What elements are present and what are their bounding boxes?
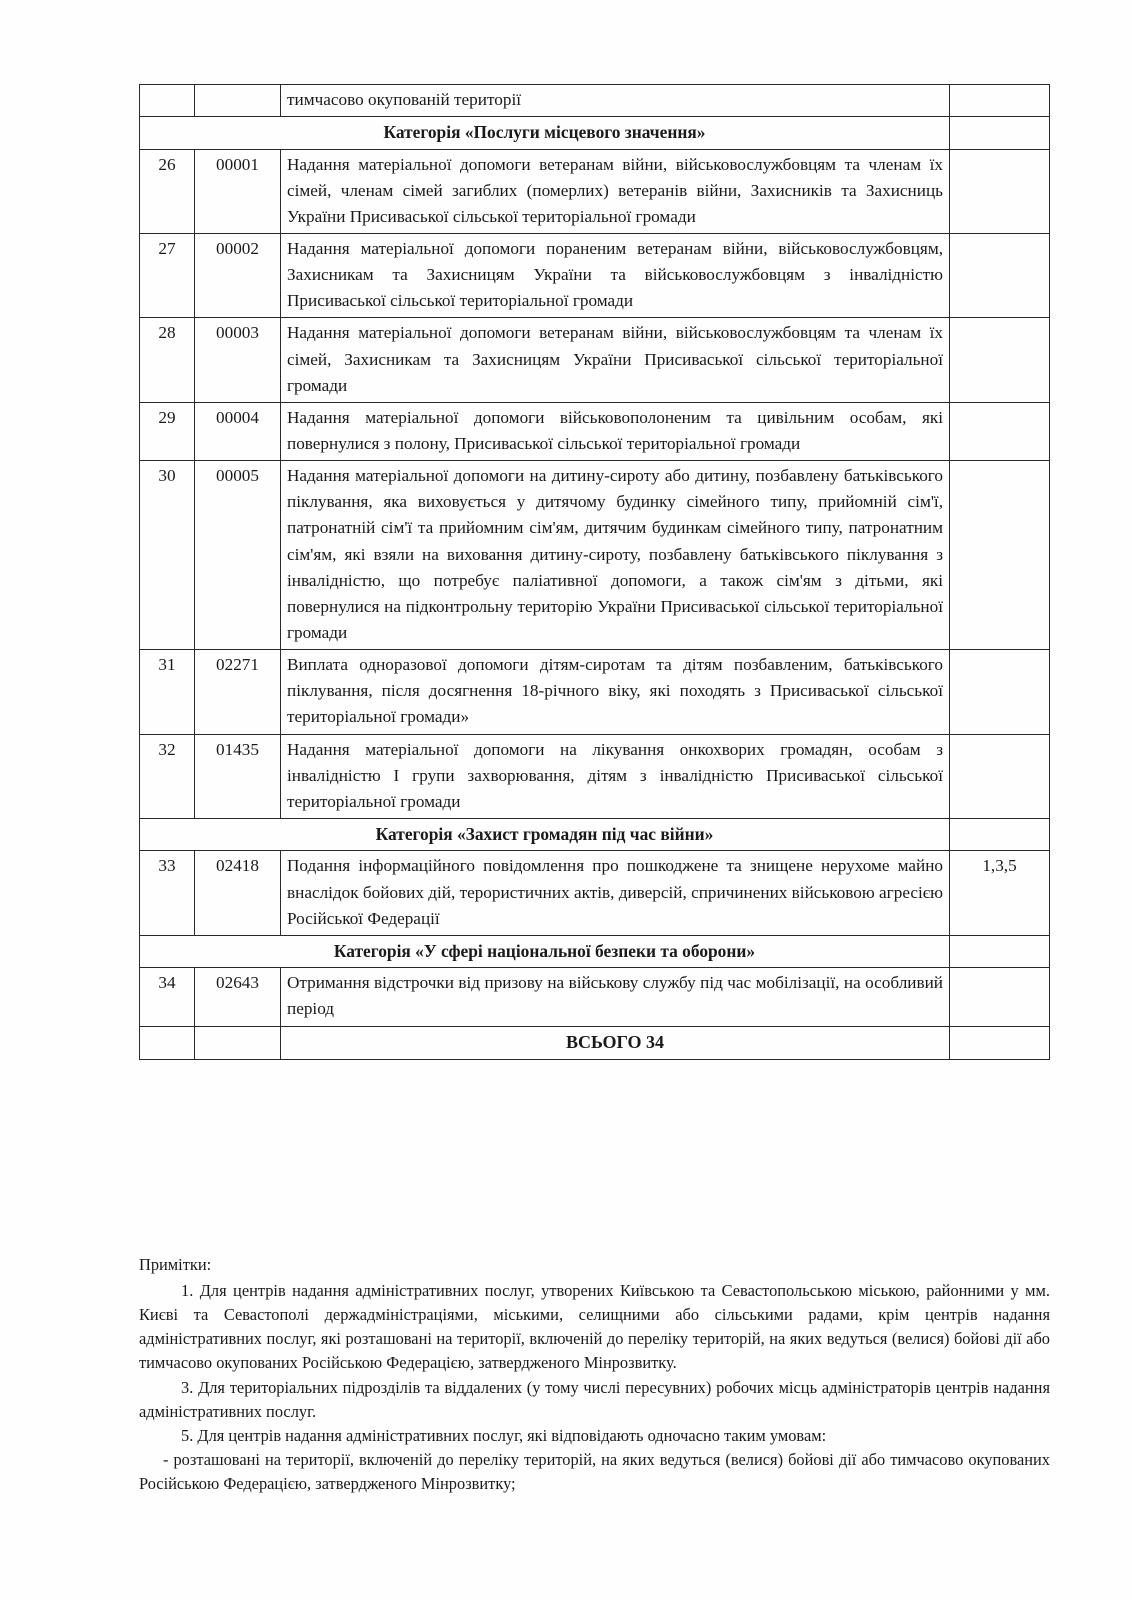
cell-description: Надання матеріальної допомоги ветеранам війни, військовослужбовцям та членам їх сімей, членам сімей загиблих (померлих) ветеранів війни, Захисників та Захисниць України Присиваської сільської територіальної громади <box>281 149 950 233</box>
table-row-category <box>140 818 1050 850</box>
cell-description: Надання матеріальної допомоги військовополоненим та цивільним особам, які повернулися з полону, Присиваської сільської територіальної громади <box>281 402 950 460</box>
cell-description: Надання матеріальної допомоги пораненим ветеранам війни, військовослужбовцям, Захисникам та Захисницям України та військовослужбовцям з інвалідністю Присиваської сільської територіальної громади <box>281 234 950 318</box>
cell-number: 27 <box>140 234 195 318</box>
cell-code <box>195 85 281 117</box>
cell-description: Подання інформаційного повідомлення про пошкоджене та знищене нерухоме майно внаслідок бойових дій, терористичних актів, диверсій, спричинених військовою агресією Російської Федерації <box>281 851 950 935</box>
cell-notes <box>950 818 1050 850</box>
cell-number <box>140 1026 195 1059</box>
note-item-5: 5. Для центрів надання адміністративних послуг, які відповідають одночасно таким умовам: <box>181 1425 827 1445</box>
notes-section <box>139 1253 1050 1496</box>
cell-number: 29 <box>140 402 195 460</box>
cell-description: Надання матеріальної допомоги ветеранам війни, військовослужбовцям та членам їх сімей, Захисникам та Захисницям України Присиваської сільської територіальної громади <box>281 318 950 402</box>
note-item-1: 1. Для центрів надання адміністративних послуг, утворених Київською та Севастопольською міською, районними у мм. Києві та Севастополі держадміністраціями, міськими, селищними або сільськими радами, крім центрів надання адміністративних послуг, які розташовані на території, включеній до переліку територій, на яких ведуться (велися) бойові дії або тимчасово окупованих Російською Федерацією, затвердженого Мінрозвитку. <box>139 1281 1050 1373</box>
table-row-continued <box>140 85 1050 117</box>
cell-notes <box>950 935 1050 967</box>
cell-number: 28 <box>140 318 195 402</box>
cell-code: 00003 <box>195 318 281 402</box>
cell-code <box>195 1026 281 1059</box>
cell-number <box>140 85 195 117</box>
cell-number: 34 <box>140 968 195 1026</box>
cell-code: 00001 <box>195 149 281 233</box>
cell-notes <box>950 734 1050 818</box>
cell-notes <box>950 117 1050 149</box>
note-item-3: 3. Для територіальних підрозділів та віддалених (у тому числі пересувних) робочих місць адміністраторів центрів надання адміністративних послуг. <box>139 1377 1050 1421</box>
table-row <box>140 968 1050 1026</box>
cell-code: 00005 <box>195 461 281 650</box>
cell-number: 33 <box>140 851 195 935</box>
cell-number: 26 <box>140 149 195 233</box>
cell-notes <box>950 85 1050 117</box>
cell-number: 32 <box>140 734 195 818</box>
notes-heading: Примітки: <box>139 1255 212 1274</box>
cell-notes: 1,3,5 <box>950 851 1050 935</box>
cell-notes <box>950 234 1050 318</box>
table-row <box>140 318 1050 402</box>
cell-notes <box>950 461 1050 650</box>
cell-notes <box>950 318 1050 402</box>
cell-number: 31 <box>140 650 195 734</box>
category-title: Категорія «У сфері національної безпеки та оборони» <box>140 935 950 967</box>
table-row <box>140 851 1050 935</box>
services-table <box>139 84 1050 1060</box>
cell-code: 02418 <box>195 851 281 935</box>
cell-description: Надання матеріальної допомоги на дитину-сироту або дитину, позбавлену батьківського піклування, яка виховується у дитячому будинку сімейного типу, прийомній сім'ї, патронатній сім'ї та прийомним сім'ям, дитячим будинкам сімейного типу, патронатним сім'ям, які взяли на виховання дитину-сироту, позбавлену батьківського піклування з інвалідністю, що потребує паліативної допомоги, а також сім'ям з дітьми, які повернулися на підконтрольну територію України Присиваської сільської територіальної громади <box>281 461 950 650</box>
cell-description: Виплата одноразової допомоги дітям-сиротам та дітям позбавленим, батьківського піклування, після досягнення 18-річного віку, які походять з Присиваської сільської територіальної громади» <box>281 650 950 734</box>
category-title: Категорія «Послуги місцевого значення» <box>140 117 950 149</box>
cell-code: 01435 <box>195 734 281 818</box>
table-row <box>140 149 1050 233</box>
cell-code: 02271 <box>195 650 281 734</box>
table-row-category <box>140 935 1050 967</box>
note-item-5-dash: - розташовані на території, включеній до переліку територій, на яких ведуться (велися) бойові дії або тимчасово окупованих Російською Федерацією, затвердженого Мінрозвитку; <box>139 1449 1050 1493</box>
cell-notes <box>950 1026 1050 1059</box>
table-row <box>140 734 1050 818</box>
cell-code: 00002 <box>195 234 281 318</box>
table-row-total <box>140 1026 1050 1059</box>
cell-notes <box>950 402 1050 460</box>
cell-number: 30 <box>140 461 195 650</box>
table-row <box>140 461 1050 650</box>
cell-description: тимчасово окупованій території <box>281 85 950 117</box>
cell-code: 00004 <box>195 402 281 460</box>
services-table-body <box>140 85 1050 1060</box>
cell-description: Отримання відстрочки від призову на військову службу під час мобілізації, на особливий період <box>281 968 950 1026</box>
category-title: Категорія «Захист громадян під час війни» <box>140 818 950 850</box>
cell-notes <box>950 650 1050 734</box>
table-row <box>140 234 1050 318</box>
total-label: ВСЬОГО 34 <box>281 1026 950 1059</box>
cell-notes <box>950 149 1050 233</box>
table-row <box>140 402 1050 460</box>
cell-description: Надання матеріальної допомоги на лікування онкохворих громадян, особам з інвалідністю I групи захворювання, дітям з інвалідністю Присиваської сільської територіальної громади <box>281 734 950 818</box>
table-row-category <box>140 117 1050 149</box>
cell-code: 02643 <box>195 968 281 1026</box>
cell-notes <box>950 968 1050 1026</box>
table-row <box>140 650 1050 734</box>
